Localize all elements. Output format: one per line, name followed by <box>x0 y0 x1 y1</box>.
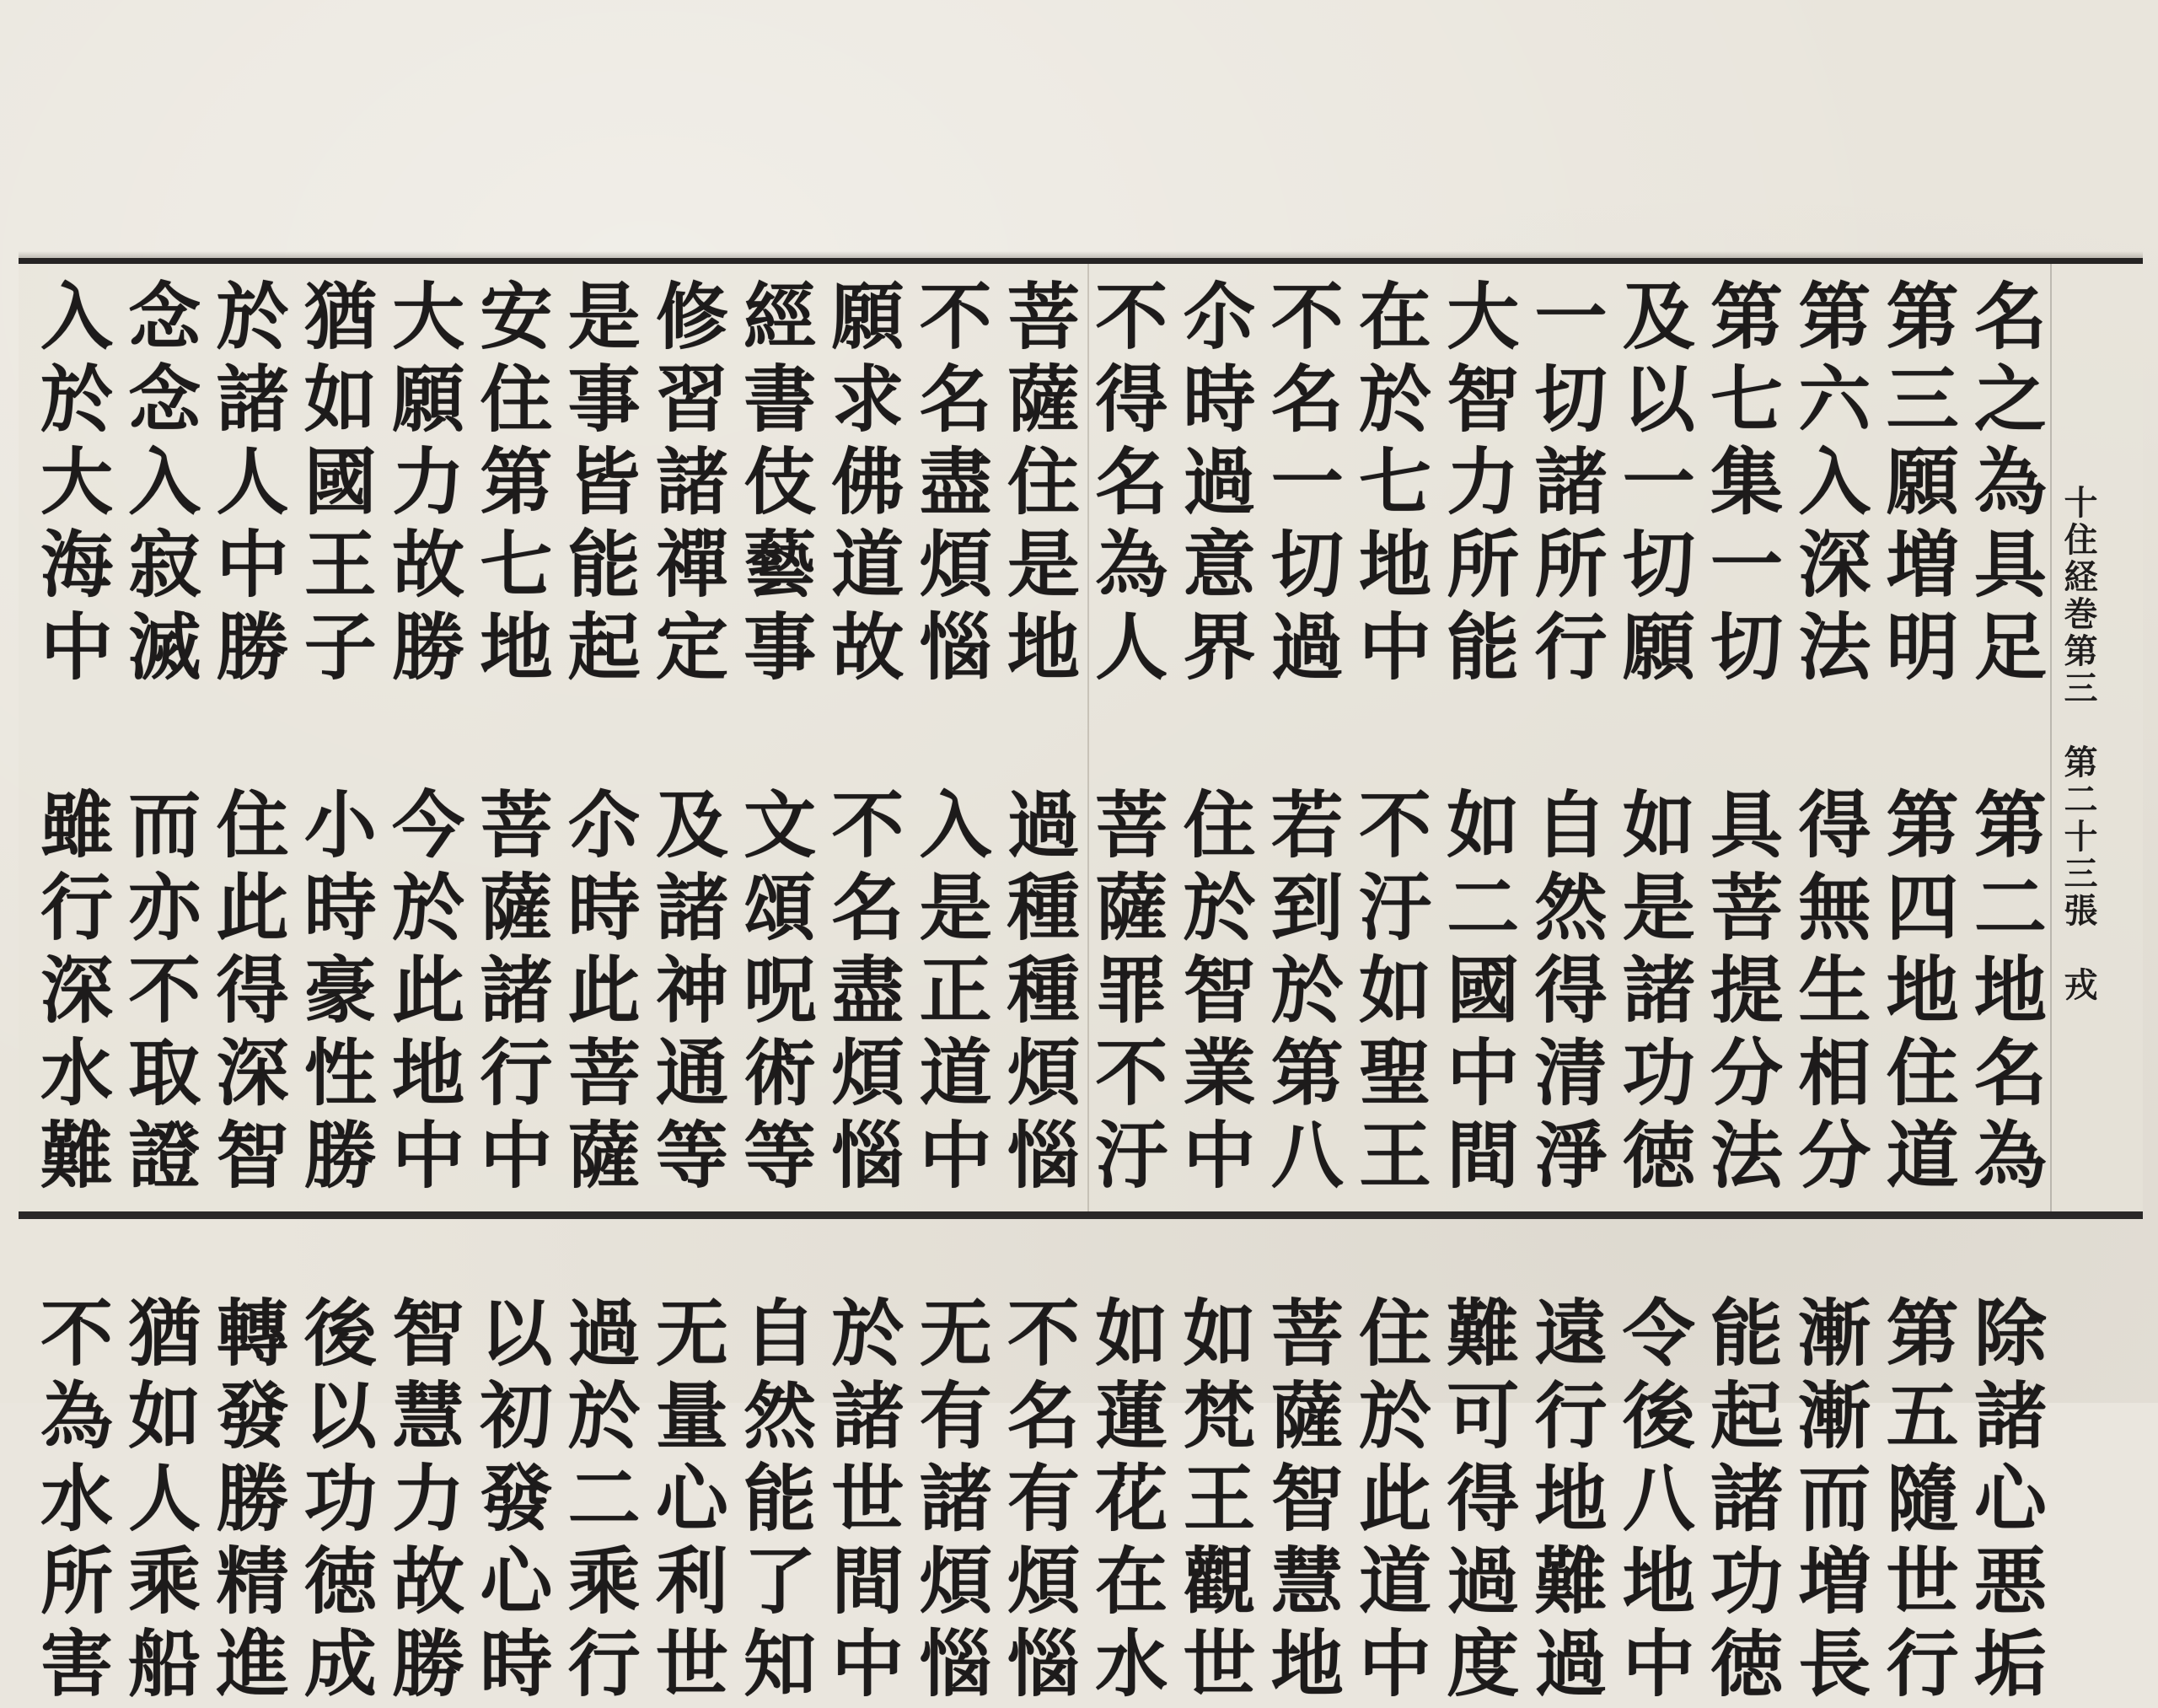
text-column: 念念入寂滅 而亦不取證 猶如人乘船 <box>115 278 201 1708</box>
text-column: 於諸人中勝 住此得深智 轉發勝精進 <box>203 278 289 1708</box>
text-column: 名之為具足 第二地名為 除諸心悪垢 <box>1961 278 2047 1708</box>
text-column: 一切諸所行 自然得清淨 遠行地難過 <box>1522 278 1608 1708</box>
text-column: 菩薩住是地 過種種煩惱 不名有煩惱 <box>994 278 1080 1708</box>
text-column: 尒時過意界 住於智業中 如梵王觀世 <box>1170 278 1256 1708</box>
text-column: 第三願増明 第四地住道 第五隨世行 <box>1873 278 1959 1708</box>
text-column: 經書伎藝事 文頌呪術等 自然能了知 <box>731 278 817 1708</box>
text-column: 不名一切過 若到於第八 菩薩智慧地 <box>1258 278 1344 1708</box>
text-column: 入於大海中 雖行深水難 不為水所害 <box>28 278 113 1708</box>
text-columns <box>28 278 2047 1708</box>
text-column: 第六入深法 得無生相分 漸漸而増長 <box>1785 278 1871 1708</box>
text-column: 第七集一切 具菩提分法 能起諸功徳 <box>1698 278 1784 1708</box>
text-column: 不名盡煩惱 入是正道中 无有諸煩惱 <box>906 278 992 1708</box>
text-column: 猶如國王子 小時豪性勝 後以功徳成 <box>291 278 377 1708</box>
text-column: 安住第七地 菩薩諸行中 以初發心時 <box>467 278 553 1708</box>
text-column: 大願力故勝 今於此地中 智慧力故勝 <box>379 278 465 1708</box>
block-shadow <box>19 251 2143 258</box>
text-column: 大智力所能 如二國中間 難可得過度 <box>1434 278 1520 1708</box>
text-column: 願求佛道故 不名盡煩惱 於諸世間中 <box>819 278 905 1708</box>
text-column: 修習諸禪定 及諸神通等 无量心利世 <box>642 278 728 1708</box>
text-column: 在於七地中 不汙如聖王 住於此道中 <box>1345 278 1431 1708</box>
text-column: 不得名為人 菩薩罪不汙 如蓮花在水 <box>1082 278 1168 1708</box>
text-column: 是事皆能起 尒時此菩薩 過於二乘行 <box>555 278 641 1708</box>
margin-note: 十住経巻第三 第二十三張 戎 <box>2059 485 2098 1004</box>
margin-rule <box>2050 264 2052 1211</box>
text-column: 及以一切願 如是諸功徳 令後八地中 <box>1609 278 1695 1708</box>
